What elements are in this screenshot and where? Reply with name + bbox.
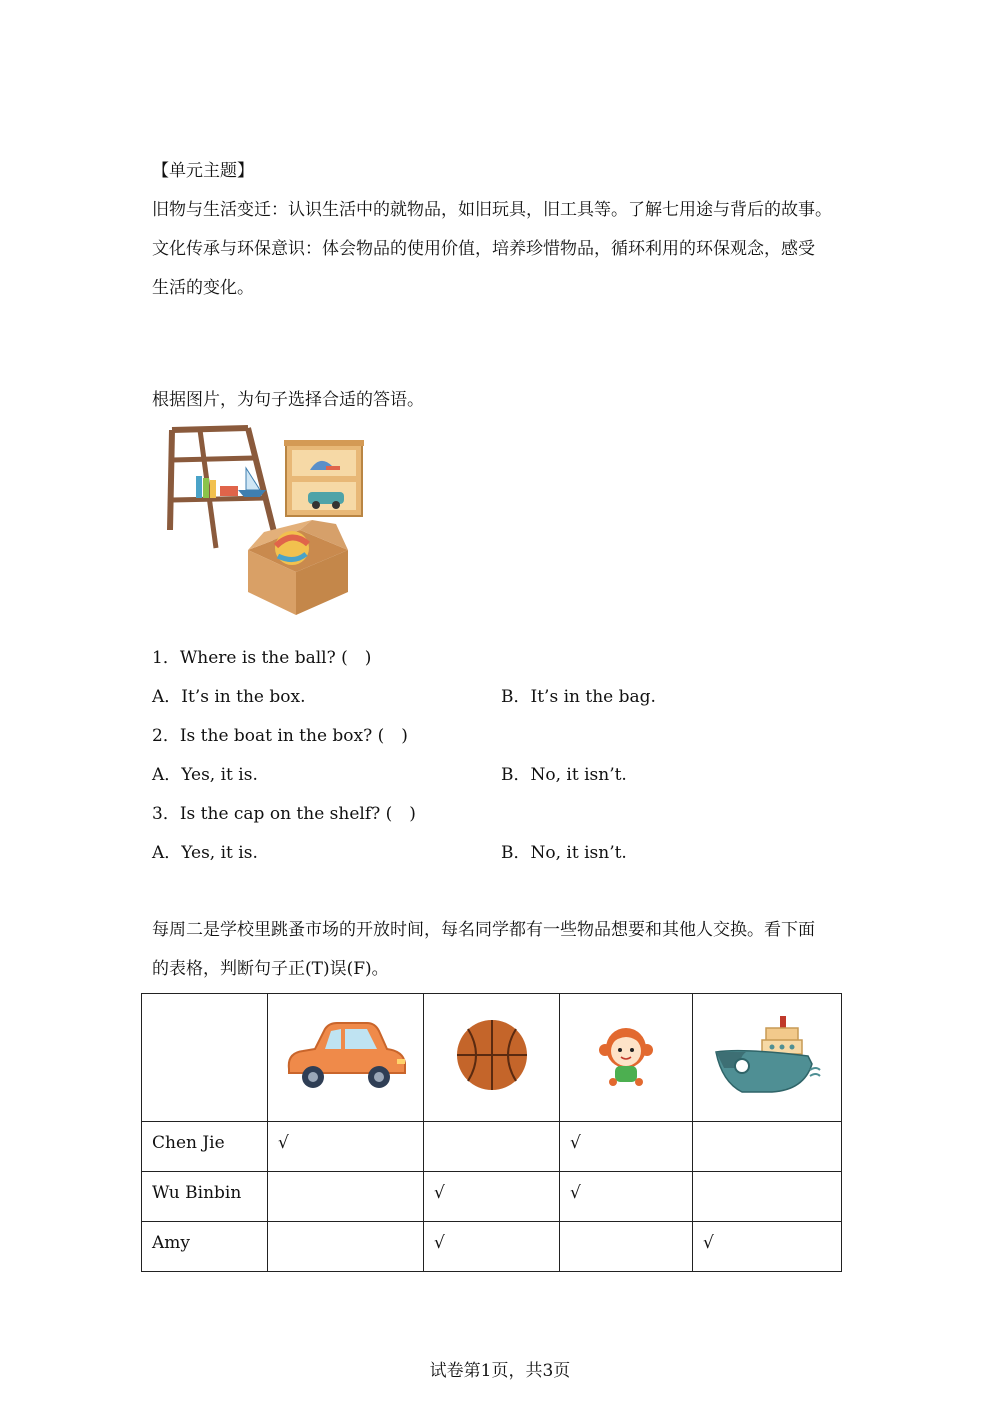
table-header-row: [142, 994, 842, 1122]
car-icon: [281, 1017, 411, 1093]
unit-theme-line-3: 生活的变化。: [152, 278, 254, 298]
exchange-table: [141, 993, 842, 1272]
question-3-option-a: A．Yes, it is.: [152, 843, 258, 863]
doll-icon: [591, 1020, 661, 1090]
table-header-basketball: [424, 994, 560, 1122]
table-header-doll: [560, 994, 693, 1122]
ship-icon: [712, 1012, 822, 1098]
row-name: Chen Jie: [142, 1122, 268, 1172]
question-1: 1．Where is the ball? ( ): [152, 648, 372, 668]
cabinet-icon: [284, 440, 364, 516]
shelf-icon: [170, 428, 278, 548]
row-name: Amy: [142, 1222, 268, 1272]
room-illustration: [160, 420, 375, 620]
question-2-option-a: A．Yes, it is.: [152, 765, 258, 785]
row-mark: [268, 1172, 424, 1222]
table-header-car: [268, 994, 424, 1122]
row-mark: √: [693, 1222, 842, 1272]
table-header-ship: [693, 994, 842, 1122]
row-mark: √: [560, 1172, 693, 1222]
row-mark: √: [424, 1172, 560, 1222]
unit-theme-line-1: 旧物与生活变迁：认识生活中的就物品，如旧玩具，旧工具等。了解七用途与背后的故事。: [152, 200, 832, 220]
row-mark: [268, 1222, 424, 1272]
section2-instruction-line-1: 每周二是学校里跳蚤市场的开放时间，每名同学都有一些物品想要和其他人交换。看下面: [152, 920, 815, 940]
row-mark: [693, 1172, 842, 1222]
question-2-option-b: B．No, it isn’t.: [501, 765, 627, 785]
question-1-option-b: B．It’s in the bag.: [501, 687, 656, 707]
table-row: [142, 1172, 842, 1222]
row-name: Wu Binbin: [142, 1172, 268, 1222]
section2-instruction-line-2: 的表格，判断句子正(T)误(F)。: [152, 959, 389, 979]
row-mark: [424, 1122, 560, 1172]
table-row: [142, 1122, 842, 1172]
question-2: 2．Is the boat in the box? ( ): [152, 726, 408, 746]
box-icon: [248, 520, 348, 615]
row-mark: √: [424, 1222, 560, 1272]
row-mark: [560, 1222, 693, 1272]
row-mark: √: [560, 1122, 693, 1172]
unit-theme-heading: 【单元主题】: [152, 161, 254, 181]
page-footer: 试卷第1页，共3页: [429, 1361, 571, 1381]
question-1-option-a: A．It’s in the box.: [152, 687, 306, 707]
table-row: [142, 1222, 842, 1272]
question-3-option-b: B．No, it isn’t.: [501, 843, 627, 863]
row-mark: √: [268, 1122, 424, 1172]
basketball-icon: [454, 1017, 530, 1093]
question-3: 3．Is the cap on the shelf? ( ): [152, 804, 416, 824]
row-mark: [693, 1122, 842, 1172]
unit-theme-line-2: 文化传承与环保意识：体会物品的使用价值，培养珍惜物品，循环利用的环保观念，感受: [152, 239, 815, 259]
table-header-empty: [142, 994, 268, 1122]
section1-instruction: 根据图片，为句子选择合适的答语。: [152, 390, 424, 410]
